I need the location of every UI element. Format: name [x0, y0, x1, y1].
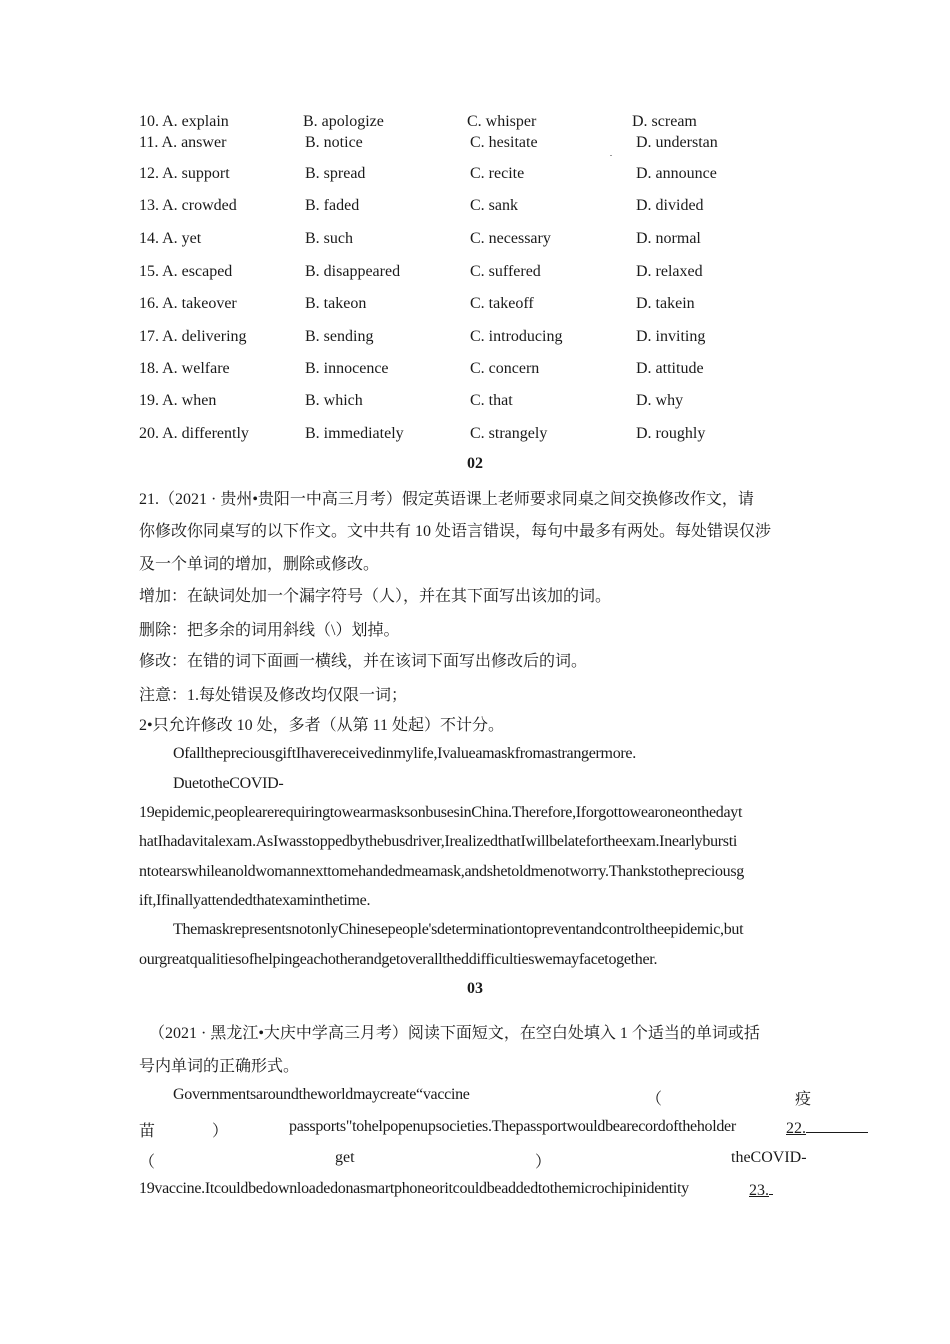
option-b: B. sending — [305, 328, 374, 345]
option-c: C. necessary — [470, 230, 551, 247]
essay-paragraph-2-line: 19epidemic,peoplearerequiringtowearmasksonbusesinChina.Therefore,Iforgottowearoneonthedayt — [139, 804, 743, 821]
section-03-heading: 03 — [467, 980, 483, 997]
option-d: D. scream — [632, 113, 697, 130]
option-a: 20. A. differently — [139, 425, 249, 442]
option-d: D. normal — [636, 230, 701, 247]
blank-23-line — [769, 1180, 773, 1195]
option-a: 19. A. when — [139, 392, 217, 409]
option-b: B. innocence — [305, 360, 389, 377]
section-02-intro-line: 21.（2021 · 贵州•贵阳一中高三月考）假定英语课上老师要求同桌之间交换修改作文，请 — [139, 491, 754, 508]
option-row — [0, 134, 950, 156]
option-d: D. roughly — [636, 425, 706, 442]
option-a: 17. A. delivering — [139, 328, 247, 345]
essay-paragraph-2-line: ift,Ifinallyattendedthatexaminthetime. — [139, 892, 371, 909]
essay-paragraph-2-line: hatIhadavitalexam.AsIwasstoppedbythebusdriver,IrealizedthatIwillbelatefortheexam.Inearlybursti — [139, 833, 738, 850]
option-b: B. faded — [305, 197, 360, 214]
option-b: B. immediately — [305, 425, 404, 442]
option-d: D. relaxed — [636, 263, 703, 280]
option-row — [0, 328, 950, 350]
paren-close: ） — [535, 1154, 552, 1171]
section-02-intro-line: 你修改你同桌写的以下作文。文中共有 10 处语言错误，每句中最多有两处。每处错误仅涉 — [139, 523, 772, 540]
option-a: 12. A. support — [139, 165, 230, 182]
option-d: D. announce — [636, 165, 717, 182]
blank-23[interactable] — [749, 1180, 773, 1200]
option-a: 18. A. welfare — [139, 360, 230, 377]
blank-22-line — [806, 1118, 868, 1133]
section-03-intro-line: （2021 · 黑龙江•大庆中学高三月考）阅读下面短文，在空白处填入 1 个适当的单词或括 — [149, 1025, 760, 1042]
option-c: C. concern — [470, 360, 540, 377]
option-row — [0, 165, 950, 187]
option-row — [0, 113, 950, 135]
option-row — [0, 360, 950, 382]
blank-22-number: 22. — [786, 1120, 806, 1137]
option-row — [0, 425, 950, 447]
essay-paragraph-3-line: ThemaskrepresentsnotonlyChinesepeople'sdeterminationtopreventandcontroltheepidemic,but — [173, 921, 744, 938]
essay-paragraph-1: OfallthepreciousgiftIhavereceivedinmylife,Ivalueamaskfromastrangermore. — [173, 745, 636, 762]
option-a: 10. A. explain — [139, 113, 229, 130]
option-c: C. that — [470, 392, 513, 409]
option-row — [0, 197, 950, 219]
option-d: D. takein — [636, 295, 695, 312]
passage-line-1-text: Governmentsaroundtheworldmaycreate“vaccine — [173, 1086, 470, 1103]
option-row — [0, 392, 950, 414]
option-b: B. notice — [305, 134, 363, 151]
essay-paragraph-2-line: ntotearswhileanoldwomannexttomehandedmeamask,andshetoldmenotworry.Thankstothepreciousg — [139, 863, 744, 880]
stray-mark — [610, 155, 612, 156]
chinese-hint: 苗 — [139, 1123, 156, 1140]
instruction-modify: 修改：在错的词下面画一横线，并在该词下面写出修改后的词。 — [139, 653, 588, 670]
option-b: B. disappeared — [305, 263, 401, 280]
instruction-add: 增加：在缺词处加一个漏字符号（人），并在其下面写出该加的词。 — [139, 588, 612, 605]
essay-paragraph-2-line: DuetotheCOVID- — [173, 775, 284, 792]
option-c: C. strangely — [470, 425, 548, 442]
option-d: D. divided — [636, 197, 704, 214]
option-b: B. apologize — [303, 113, 384, 130]
option-b: B. which — [305, 392, 363, 409]
note-line-2: 2•只允许修改 10 处，多者（从第 11 处起）不计分。 — [139, 717, 505, 734]
option-c: C. hesitate — [470, 134, 538, 151]
chinese-hint: 疫 — [795, 1091, 812, 1108]
hint-word: get — [335, 1149, 355, 1166]
essay-paragraph-3-line: ourgreatqualitiesofhelpingeachotherandgetoveralltheddifficultieswemayfacetogether. — [139, 951, 658, 968]
blank-22[interactable] — [786, 1118, 868, 1138]
option-row — [0, 295, 950, 317]
option-c: C. introducing — [470, 328, 563, 345]
option-c: C. sank — [470, 197, 518, 214]
option-d: D. understan — [636, 134, 718, 151]
section-02-heading: 02 — [467, 455, 483, 472]
paren-close: ） — [212, 1123, 229, 1140]
option-c: C. suffered — [470, 263, 541, 280]
paren-open: （ — [646, 1091, 663, 1108]
paren-open: （ — [139, 1154, 156, 1171]
option-c: C. takeoff — [470, 295, 534, 312]
note-line-1: 注意：1.每处错误及修改均仅限一词； — [139, 687, 408, 704]
passage-line-2-text: passports"tohelpopenupsocieties.Thepassportwouldbearecordoftheholder — [289, 1118, 736, 1135]
option-a: 14. A. yet — [139, 230, 202, 247]
option-d: D. attitude — [636, 360, 704, 377]
option-b: B. spread — [305, 165, 366, 182]
option-d: D. inviting — [636, 328, 706, 345]
option-a: 16. A. takeover — [139, 295, 237, 312]
option-b: B. takeon — [305, 295, 367, 312]
option-b: B. such — [305, 230, 353, 247]
passage-line-3-text: theCOVID- — [731, 1149, 807, 1166]
option-d: D. why — [636, 392, 684, 409]
instruction-delete: 删除：把多余的词用斜线（\）划掉。 — [139, 622, 400, 639]
option-a: 15. A. escaped — [139, 263, 233, 280]
passage-line-4-text: 19vaccine.Itcouldbedownloadedonasmartphoneoritcouldbeaddedtothemicrochipinidentity — [139, 1180, 689, 1197]
option-a: 13. A. crowded — [139, 197, 237, 214]
section-03-intro-line: 号内单词的正确形式。 — [139, 1058, 300, 1075]
section-02-intro-line: 及一个单词的增加，删除或修改。 — [139, 556, 380, 573]
blank-23-number: 23. — [749, 1182, 769, 1199]
option-row — [0, 263, 950, 285]
option-a: 11. A. answer — [139, 134, 227, 151]
option-c: C. whisper — [467, 113, 537, 130]
option-c: C. recite — [470, 165, 525, 182]
option-row — [0, 230, 950, 252]
